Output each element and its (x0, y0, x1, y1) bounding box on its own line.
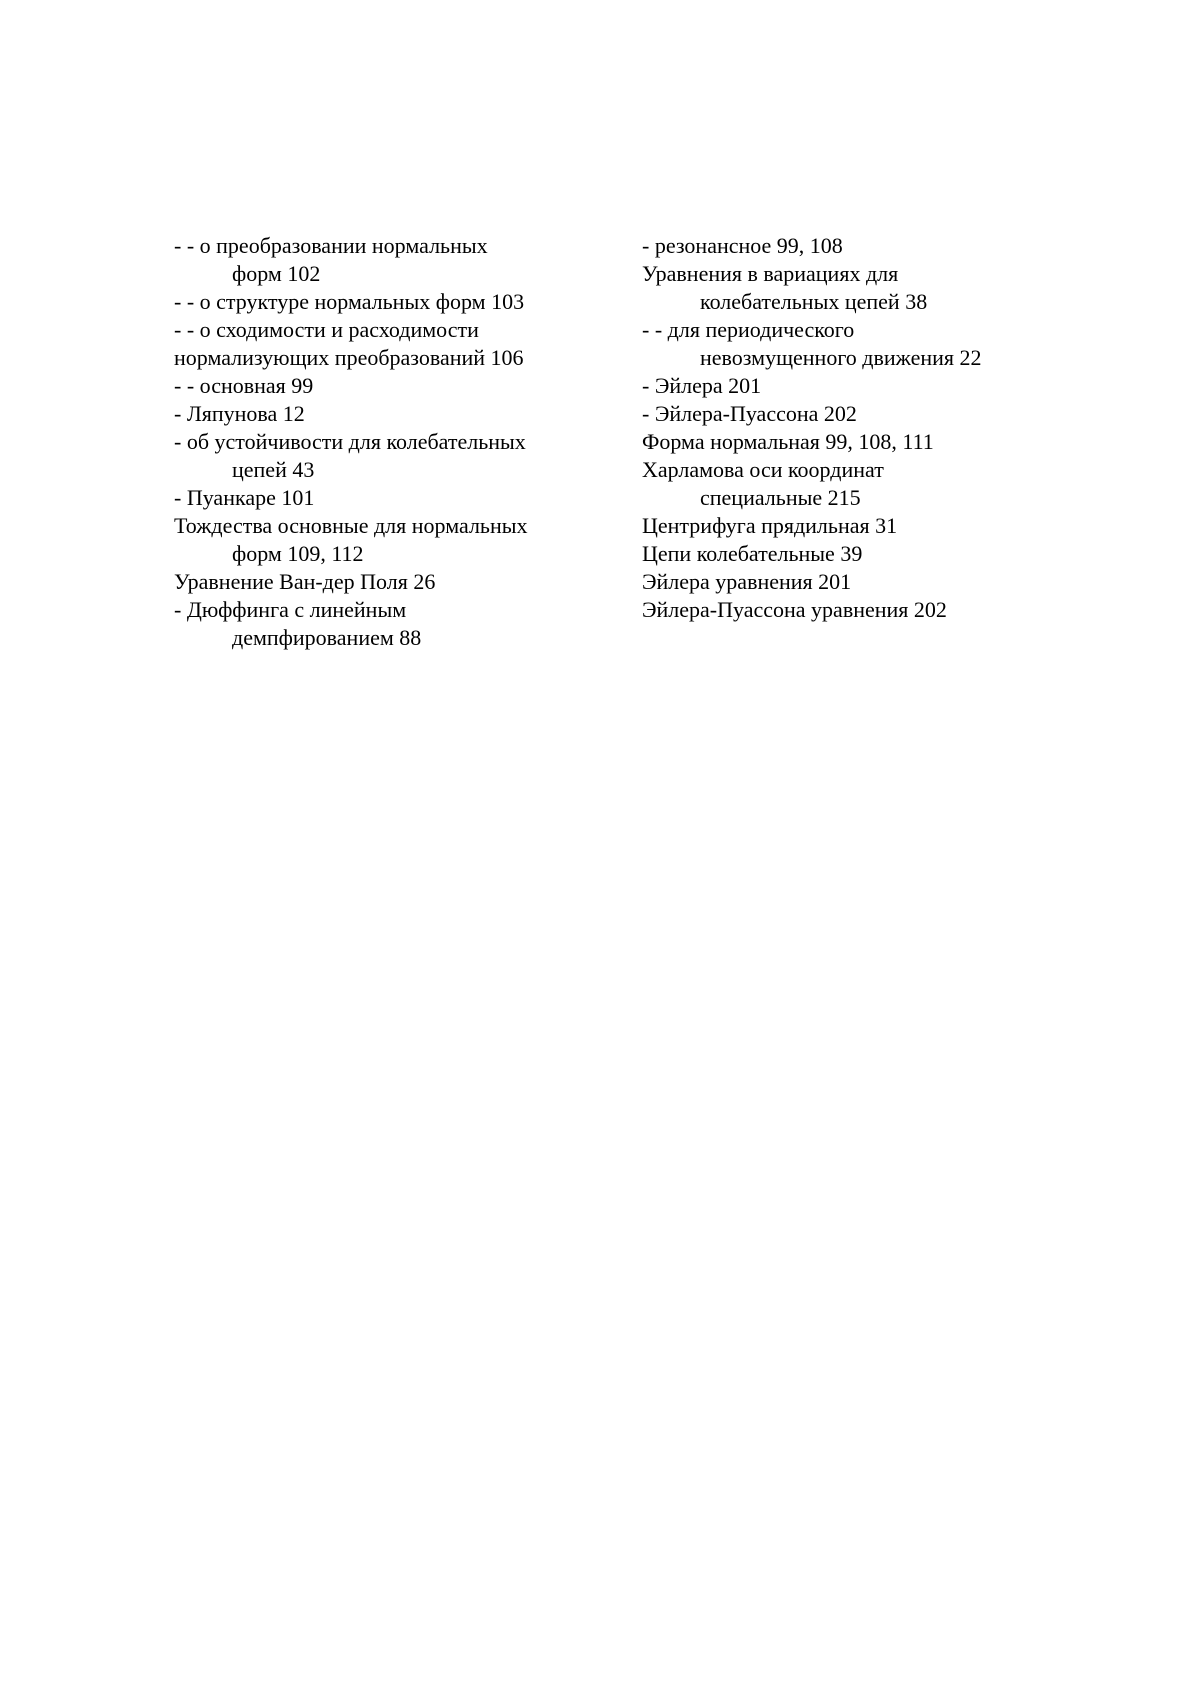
index-entry-continuation: цепей 43 (232, 457, 315, 482)
index-entry-continuation: невозмущенного движения 22 (700, 345, 982, 370)
index-entry: - Пуанкаре 101 (174, 485, 315, 510)
index-right-column (642, 232, 1062, 624)
index-entry: Цепи колебательные 39 (642, 541, 863, 566)
index-entry: - - основная 99 (174, 373, 314, 398)
index-entry: Эйлера уравнения 201 (642, 569, 852, 594)
index-entry: - резонансное 99, 108 (642, 233, 843, 258)
index-entry: - - для периодического (642, 317, 855, 342)
index-entry: Эйлера-Пуассона уравнения 202 (642, 597, 947, 622)
index-entry: - Эйлера 201 (642, 373, 762, 398)
index-entry: Уравнение Ван-дер Поля 26 (174, 569, 436, 594)
index-entry: - об устойчивости для колебательных (174, 429, 526, 454)
index-entry: Уравнения в вариациях для (642, 261, 899, 286)
index-entry-continuation: форм 102 (232, 261, 321, 286)
index-entry: Центрифуга прядильная 31 (642, 513, 898, 538)
index-entry-continuation: форм 109, 112 (232, 541, 364, 566)
index-entry: нормализующих преобразований 106 (174, 345, 524, 370)
index-entry: - Эйлера-Пуассона 202 (642, 401, 857, 426)
index-entry: - Ляпунова 12 (174, 401, 305, 426)
index-entry: - - о преобразовании нормальных (174, 233, 488, 258)
index-entry-continuation: колебательных цепей 38 (700, 289, 928, 314)
index-entry-continuation: демпфированием 88 (232, 625, 422, 650)
index-entry: Форма нормальная 99, 108, 111 (642, 429, 934, 454)
index-left-column (174, 232, 594, 652)
index-entry: Тождества основные для нормальных (174, 513, 528, 538)
index-entry: - - о сходимости и расходимости (174, 317, 479, 342)
index-entry: Харламова оси координат (642, 457, 884, 482)
index-entry: - - о структуре нормальных форм 103 (174, 289, 525, 314)
index-entry-continuation: специальные 215 (700, 485, 861, 510)
index-entry: - Дюффинга с линейным (174, 597, 407, 622)
